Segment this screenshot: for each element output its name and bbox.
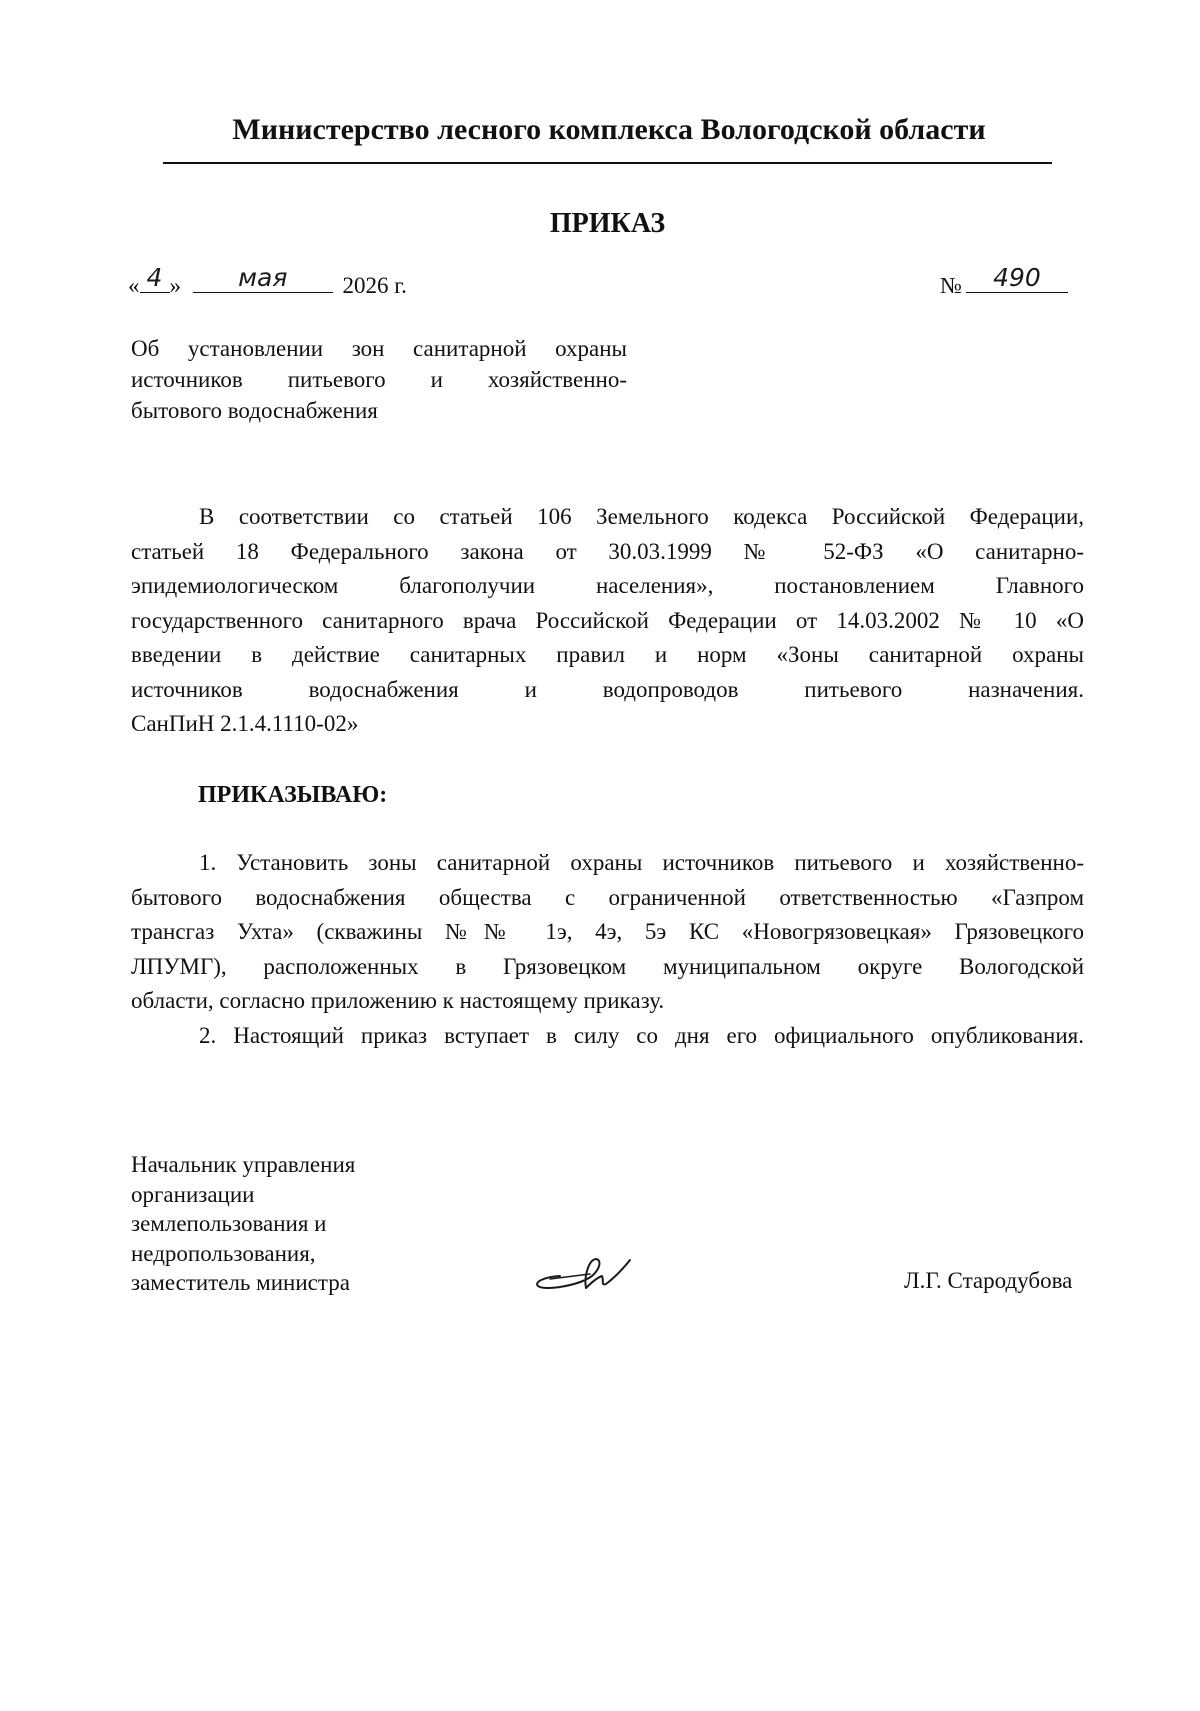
signatory-title-line: организации [131,1181,255,1207]
header-rule [163,162,1052,164]
item-1-line: области, согласно приложению к настоящему приказу. [131,988,665,1013]
item-1-line: ЛПУМГ), расположенных в Грязовецком муниципальном округе Вологодской [131,953,1084,979]
date-open-quote: « [128,273,140,298]
number-blank [966,263,1068,293]
handwritten-signature [530,1248,640,1298]
number-label: № [940,273,962,298]
preamble-line: источников водоснабжения и водопроводов питьевого назначения. [131,676,1084,702]
date-close-quote: » [169,273,181,298]
signatory-name: Л.Г. Стародубова [904,1268,1073,1293]
date-month-handwritten: мая [238,263,288,292]
signatory-title-line: недропользования, [131,1240,316,1266]
item-1-line: бытового водоснабжения общества с ограниченной ответственностью «Газпром [131,884,1084,910]
signatory-title-line: заместитель министра [131,1270,350,1295]
ministry-name: Министерство лесного комплекса Вологодской области [232,113,986,146]
subject-line: источников питьевого и хозяйственно- [131,367,627,392]
preamble-line: эпидемиологическом благополучии населения», постановлением Главного [131,573,1084,598]
date-month-blank [193,263,333,293]
date-year: 2026 г. [342,273,407,298]
preamble-line: В соответствии со статьей 106 Земельного кодекса Российской Федерации, [199,504,1084,529]
order-items [131,846,1084,1053]
number-handwritten: 490 [993,263,1041,292]
preamble-line: государственного санитарного врача Российской Федерации от 14.03.2002 № 10 «О [131,607,1084,633]
date-day-handwritten: 4 [146,263,163,292]
order-date [128,263,407,301]
item-2-line: 2. Настоящий приказ вступает в силу со дня его официального опубликования. [199,1022,1084,1048]
subject-line: Об установлении зон санитарной охраны [131,336,627,361]
preamble-line: введении в действие санитарных правил и норм «Зоны санитарной охраны [131,642,1084,667]
preamble [131,500,1084,742]
order-subject [131,333,627,426]
order-directive: ПРИКАЗЫВАЮ: [198,782,388,808]
order-number [940,263,1068,301]
date-day-blank [140,263,170,293]
preamble-line: СанПиН 2.1.4.1110-02» [131,711,359,736]
signatory-title-line: землепользования и [131,1211,327,1236]
subject-line: бытового водоснабжения [131,398,378,423]
signatory-title [131,1150,355,1298]
signatory-title-line: Начальник управления [131,1152,356,1177]
document-type: ПРИКАЗ [549,208,666,239]
item-1-line: 1. Установить зоны санитарной охраны источников питьевого и хозяйственно- [199,850,1084,875]
preamble-line: статьей 18 Федерального закона от 30.03.1999 № 52-ФЗ «О санитарно- [131,538,1084,564]
item-1-line: трансгаз Ухта» (скважины №№ 1э, 4э, 5э КС «Новогрязовецкая» Грязовецкого [131,919,1084,944]
